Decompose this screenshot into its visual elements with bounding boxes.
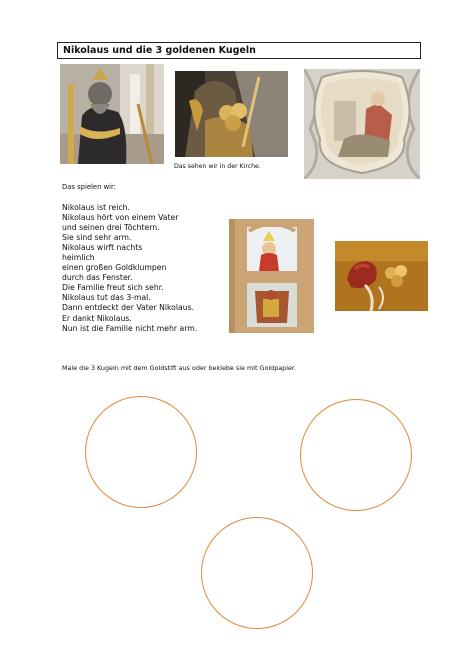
story-line: Nikolaus tut das 3-mal.	[62, 293, 151, 303]
ball-outline-left[interactable]	[85, 396, 197, 508]
story-line: durch das Fenster.	[62, 273, 133, 283]
story-text	[62, 203, 197, 334]
coloring-instruction: Male die 3 Kugeln mit dem Goldstift aus oder beklebe sie mit Goldpapier.	[62, 364, 296, 372]
story-line: einen großen Goldklumpen	[62, 263, 167, 273]
story-line: Nikolaus hört von einem Vater	[62, 213, 179, 223]
story-line: Nun ist die Familie nicht mehr arm.	[62, 323, 198, 333]
worksheet-title: Nikolaus und die 3 goldenen Kugeln	[57, 42, 421, 59]
ceiling-fresco-photo	[304, 69, 420, 179]
ball-outline-bottom[interactable]	[201, 517, 313, 629]
story-line: Dann entdeckt der Vater Nikolaus.	[62, 303, 195, 313]
story-line: Die Familie freut sich sehr.	[62, 283, 164, 293]
story-line: Er dankt Nikolaus.	[62, 313, 132, 323]
play-heading: Das spielen wir:	[62, 183, 116, 191]
story-line: heimlich	[62, 253, 95, 263]
story-line: Nikolaus wirft nachts	[62, 243, 143, 253]
window-play-photo	[229, 219, 314, 333]
story-line: und seinen drei Töchtern.	[62, 223, 160, 233]
nikolaus-statue-photo	[60, 64, 164, 164]
story-line: Nikolaus ist reich.	[62, 203, 130, 212]
golden-balls-photo	[175, 71, 288, 157]
story-line: Sie sind sehr arm.	[62, 233, 132, 243]
ball-outline-right[interactable]	[300, 399, 412, 511]
golden-balls-bag-photo	[335, 241, 428, 311]
church-caption: Das sehen wir in der Kirche.	[174, 163, 261, 170]
